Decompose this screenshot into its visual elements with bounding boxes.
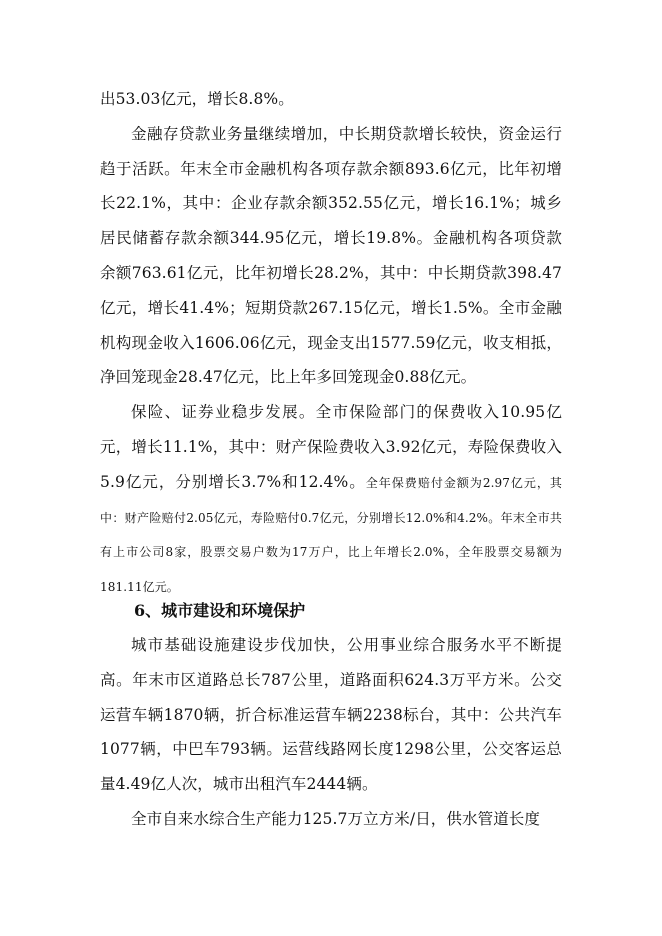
paragraph-insurance <box>100 395 562 604</box>
insurance-main-text: 保险、证券业稳步发展。全市保险部门的保费收入10.95亿元，增长11.1%，其中：财产保险费收入3.92亿元，寿险保费收入5.9亿元，分别增长3.7%和12.4%。 <box>100 403 562 491</box>
section-heading: 6、城市建设和环境保护 <box>134 601 306 620</box>
paragraph-deposit-tail: 出53.03亿元，增长8.8%。 <box>100 90 294 108</box>
paragraph-finance-loans: 金融存贷款业务量继续增加，中长期贷款增长较快，资金运行趋于活跃。年末全市金融机构各项存款余额893.6亿元，比年初增长22.1%，其中：企业存款余额352.55亿元，增长16.1%；城乡居民储蓄存款余额344.95亿元，增长19.8%。金融机构各项贷款余额763.61亿元，比年初增长28.2%，其中：中长期贷款398.47亿元，增长41.4%；短期贷款267.15亿元，增长1.5%。全市金融机构现金收入1606.06亿元，现金支出1577.59亿元，收支相抵，净回笼现金28.47亿元，比上年多回笼现金0.88亿元。 <box>100 124 562 387</box>
finance-section-body <box>100 82 562 604</box>
paragraph-infrastructure: 城市基础设施建设步伐加快，公用事业综合服务水平不断提高。年末市区道路总长787公里，道路面积624.3万平方米。公交运营车辆1870辆，折合标准运营车辆2238标台，其中：公共汽车1077辆，中巴车793辆。运营线路网长度1298公里，公交客运总量4.49亿人次，城市出租汽车2444辆。 <box>100 636 562 794</box>
urban-section-body <box>100 628 562 837</box>
paragraph-water-supply: 全市自来水综合生产能力125.7万立方米/日，供水管道长度 <box>131 809 540 828</box>
insurance-small-text: 全年保费赔付金额为2.97亿元，其中：财产险赔付2.05亿元，寿险赔付0.7亿元，分别增长12.0%和4.2%。年末全市共有上市公司8家，股票交易户数为17万户，比上年增长2.0%，全年股票交易额为181.11亿元。 <box>100 475 563 595</box>
